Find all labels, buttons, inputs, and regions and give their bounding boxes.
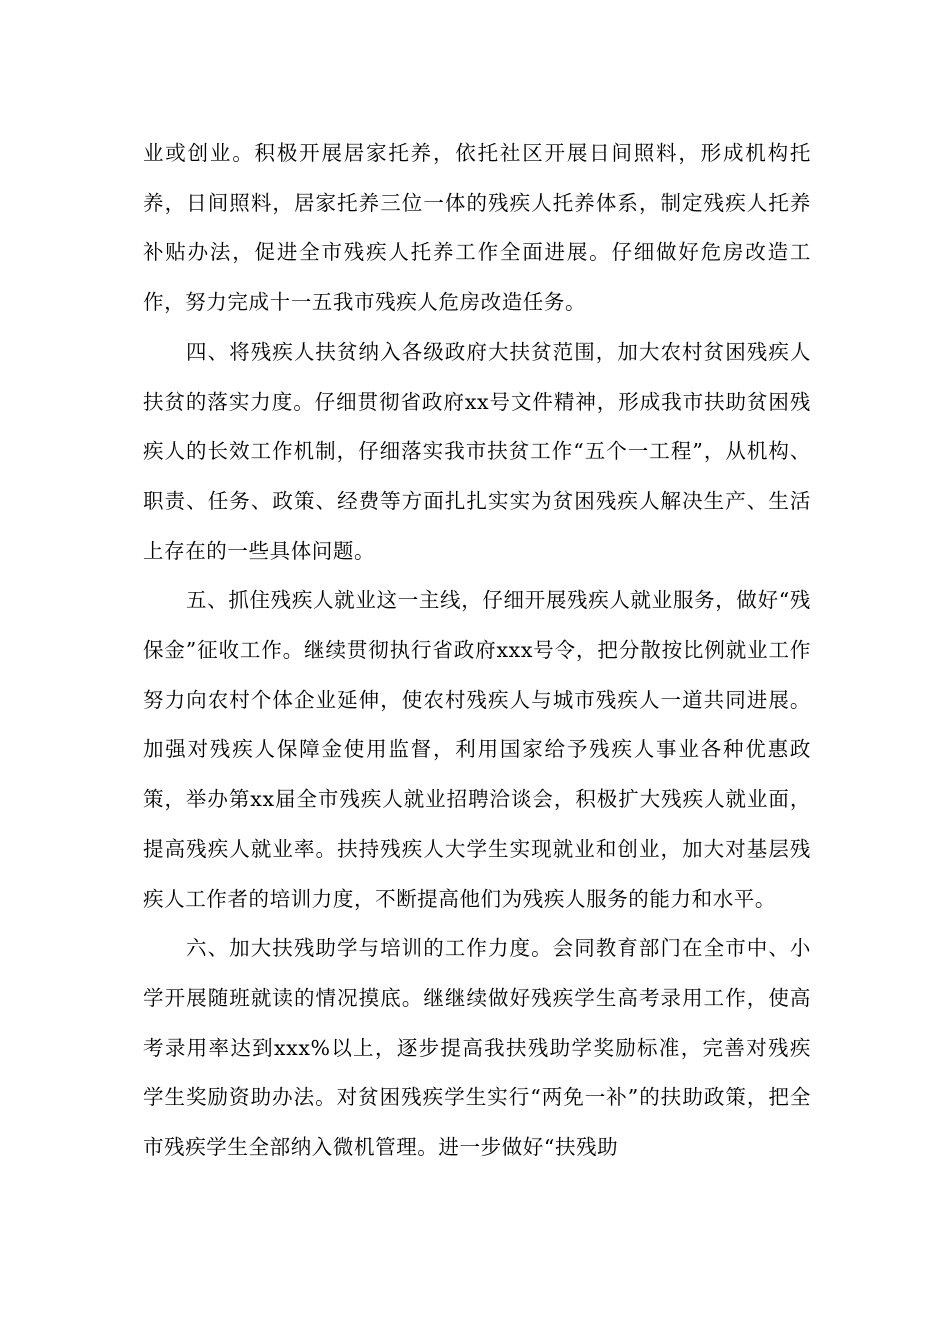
paragraph-section-five: 五、抓住残疾人就业这一主线，仔细开展残疾人就业服务，做好“残保金”征收工作。继续贯彻执行省政府xxx号令，把分散按比例就业工作努力向农村个体企业延伸，使农村残疾人与城市残疾人一道共同进展。加强对残疾人保障金使用监督，利用国家给予残疾人事业各种优惠政策，举办第xx届全市残疾人就业招聘洽谈会，积极扩大残疾人就业面，提高残疾人就业率。扶持残疾人大学生实现就业和创业，加大对基层残疾人工作者的培训力度，不断提高他们为残疾人服务的能力和水平。 [143,588,811,911]
document-body [143,129,811,1173]
paragraph-section-six: 六、加大扶残助学与培训的工作力度。会同教育部门在全市中、小学开展随班就读的情况摸底。继继续做好残疾学生高考录用工作，使高考录用率达到xxx%以上，逐步提高我扶残助学奖励标准，完善对残疾学生奖励资助办法。对贫困残疾学生实行“两免一补”的扶助政策，把全市残疾学生全部纳入微机管理。进一步做好“扶残助 [143,936,811,1160]
paragraph-section-four: 四、将残疾人扶贫纳入各级政府大扶贫范围，加大农村贫困残疾人扶贫的落实力度。仔细贯彻省政府xx号文件精神，形成我市扶助贫困残疾人的长效工作机制，仔细落实我市扶贫工作“五个一工程”，从机构、职责、任务、政策、经费等方面扎扎实实为贫困残疾人解决生产、生活上存在的一些具体问题。 [143,339,811,563]
paragraph-continuation: 业或创业。积极开展居家托养，依托社区开展日间照料，形成机构托养，日间照料，居家托养三位一体的残疾人托养体系，制定残疾人托养补贴办法，促进全市残疾人托养工作全面进展。仔细做好危房改造工作，努力完成十一五我市残疾人危房改造任务。 [143,141,811,315]
